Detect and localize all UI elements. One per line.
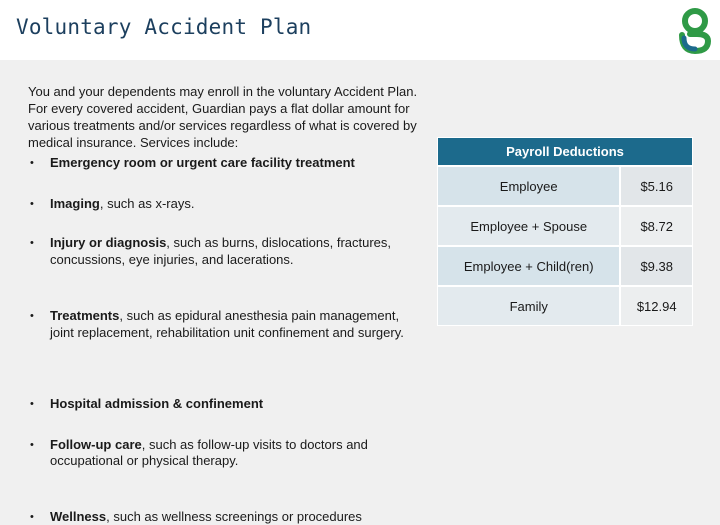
table-row: [437, 166, 693, 206]
services-list: [28, 155, 420, 320]
tier-amount: $5.16: [620, 166, 693, 206]
header-bar: [0, 0, 720, 60]
list-item: [28, 308, 420, 341]
table-header: Payroll Deductions: [437, 137, 693, 166]
tier-label: Employee: [437, 166, 620, 206]
payroll-deductions-table: [437, 137, 693, 326]
item-bold: Wellness: [50, 509, 106, 524]
list-item: [28, 396, 420, 413]
tier-label: Employee + Child(ren): [437, 246, 620, 286]
item-bold: Imaging: [50, 196, 100, 211]
item-rest: , such as burns, dislocations, fractures, concussions, eye injuries, and lacerations.: [50, 235, 391, 267]
tier-label: Family: [437, 286, 620, 326]
item-rest: , such as follow-up visits to doctors and occupational or physical therapy.: [50, 437, 368, 469]
tier-amount: $8.72: [620, 206, 693, 246]
tier-amount: $12.94: [620, 286, 693, 326]
item-bold: Treatments: [50, 308, 119, 323]
item-bold: Emergency room or urgent care facility treatment: [50, 155, 355, 170]
list-item: [28, 196, 420, 213]
list-item: [28, 235, 420, 268]
item-bold: Follow-up care: [50, 437, 142, 452]
intro-text: You and your dependents may enroll in the voluntary Accident Plan. For every covered accident, Guardian pays a flat dollar amount for various treatments and/or services regardless of what is covered by medical insurance. Services include:: [28, 83, 420, 151]
list-item: [28, 155, 420, 172]
page-title: Voluntary Accident Plan: [16, 15, 311, 39]
item-bold: Hospital admission & confinement: [50, 396, 263, 411]
list-item: [28, 509, 420, 525]
guardian-logo-icon: [676, 8, 714, 54]
item-rest: , such as x-rays.: [100, 196, 195, 211]
table-row: [437, 206, 693, 246]
item-bold: Injury or diagnosis: [50, 235, 166, 250]
item-rest: , such as epidural anesthesia pain management, joint replacement, rehabilitation unit confinement and surgery.: [50, 308, 404, 340]
tier-label: Employee + Spouse: [437, 206, 620, 246]
table-row: [437, 246, 693, 286]
tier-amount: $9.38: [620, 246, 693, 286]
list-item: [28, 437, 420, 470]
table-row: [437, 286, 693, 326]
item-rest: , such as wellness screenings or procedures: [106, 509, 362, 524]
